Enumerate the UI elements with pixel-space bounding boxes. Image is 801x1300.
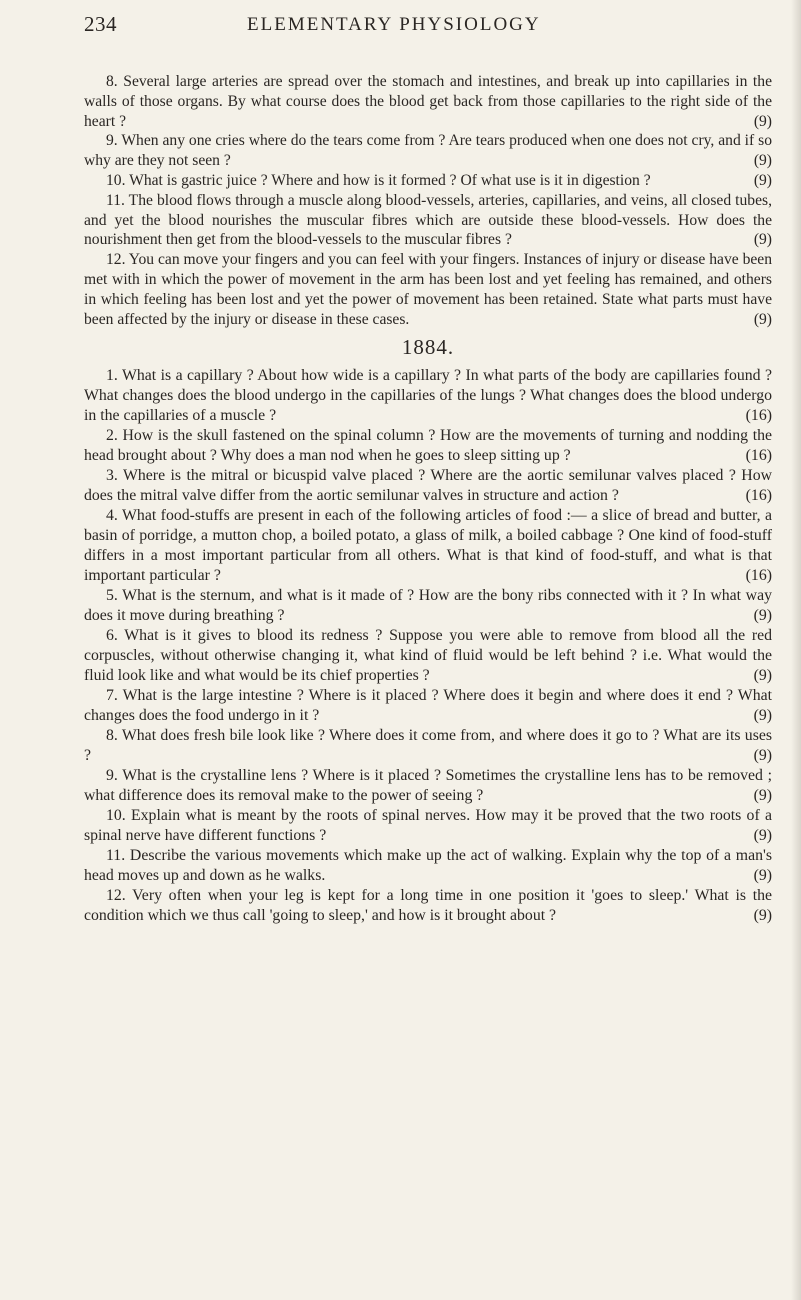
question-marks: (9)	[753, 607, 772, 625]
question-item	[84, 191, 772, 250]
question-item	[84, 626, 772, 686]
question-text: 9. What is the crystalline lens ? Where is it placed ? Sometimes the crystalline lens has to be removed ; what difference does its removal make to the power of seeing ?	[84, 767, 772, 805]
question-marks: (16)	[745, 567, 772, 585]
question-text: 10. Explain what is meant by the roots of spinal nerves. How may it be proved that the two roots of a spinal nerve have different functions ?	[84, 807, 772, 845]
question-marks: (16)	[745, 407, 772, 425]
question-marks: (9)	[753, 310, 772, 328]
question-text: 7. What is the large intestine ? Where is it placed ? Where does it begin and where does it end ? What changes does the food undergo in it ?	[84, 687, 772, 725]
question-marks: (9)	[753, 152, 772, 170]
question-marks: (9)	[753, 171, 772, 189]
question-item	[84, 686, 772, 726]
questions-section-continued	[84, 72, 772, 329]
questions-section-1884	[84, 366, 772, 926]
question-text: 12. You can move your fingers and you can feel with your fingers. Instances of injury or disease have been met with in which the power of movement in the arm has been lost and yet feeling has remained, and others in which feeling has been lost and yet the power of movement has been retained. State what parts must have been affected by the injury or disease in these cases.	[84, 251, 773, 328]
question-marks: (9)	[753, 707, 772, 725]
question-text: 11. The blood flows through a muscle along blood-vessels, arteries, capillaries, and veins, all closed tubes, and yet the blood nourishes the muscular fibres which are outside these blood-vessels. How does the nourishment then get from the blood-vessels to the muscular fibres ?	[84, 191, 772, 249]
question-item	[84, 586, 772, 626]
question-marks: (9)	[753, 747, 772, 765]
question-item	[84, 131, 772, 171]
question-text: 12. Very often when your leg is kept for a long time in one position it 'goes to sleep.' What is the condition which we thus call 'going to sleep,' and how is it brought about ?	[84, 887, 772, 925]
question-item	[84, 886, 772, 926]
question-text: 9. When any one cries where do the tears come from ? Are tears produced when one does not cry, and if so why are they not seen ?	[84, 132, 772, 170]
question-item	[84, 846, 772, 886]
question-item	[84, 506, 772, 586]
question-marks: (9)	[753, 112, 772, 130]
question-text: 11. Describe the various movements which make up the act of walking. Explain why the top of a man's head moves up and down as he walks.	[84, 847, 772, 885]
question-item	[84, 426, 772, 466]
question-marks: (9)	[753, 231, 772, 249]
page-content	[84, 72, 772, 926]
question-text: 4. What food-stuffs are present in each of the following articles of food :— a slice of bread and butter, a basin of porridge, a mutton chop, a boiled potato, a glass of milk, a boiled cabbage ? One kind of food-stuff differs in a most important particular from all others. What is that kind of food-stuff, and what is that important particular ?	[84, 507, 772, 585]
question-text: 8. What does fresh bile look like ? Where does it come from, and where does it go to ? What are its uses ?	[84, 727, 772, 765]
page-header	[0, 12, 801, 42]
page-number: 234	[84, 12, 117, 36]
running-title: ELEMENTARY PHYSIOLOGY	[247, 14, 541, 35]
year-heading: 1884.	[401, 335, 455, 360]
question-text: 5. What is the sternum, and what is it made of ? How are the bony ribs connected with it ? In what way does it move during breathing ?	[84, 587, 772, 625]
question-item	[84, 72, 772, 131]
question-item	[84, 366, 772, 426]
question-item	[84, 171, 772, 191]
question-marks: (9)	[753, 667, 772, 685]
question-text: 2. How is the skull fastened on the spinal column ? How are the movements of turning and nodding the head brought about ? Why does a man nod when he goes to sleep sitting up ?	[84, 427, 772, 465]
question-text: 10. What is gastric juice ? Where and how is it formed ? Of what use is it in digestion ?	[106, 171, 651, 189]
question-marks: (16)	[745, 447, 772, 465]
question-text: 1. What is a capillary ? About how wide is a capillary ? In what parts of the body are capillaries found ? What changes does the blood undergo in the capillaries of the lungs ? What changes does the blood undergo in the capillaries of a muscle ?	[84, 367, 772, 425]
question-marks: (9)	[753, 787, 772, 805]
question-text: 8. Several large arteries are spread over the stomach and intestines, and break up into capillaries in the walls of those organs. By what course does the blood get back from those capillaries to the right side of the heart ?	[84, 73, 772, 130]
question-marks: (9)	[753, 907, 772, 925]
question-marks: (16)	[745, 487, 772, 505]
question-item	[84, 766, 772, 806]
question-text: 6. What is it gives to blood its redness ? Suppose you were able to remove from blood all the red corpuscles, without otherwise changing it, what kind of fluid would be left behind ? i.e. What would the fluid look like and what would be its chief properties ?	[84, 627, 772, 685]
question-item	[84, 466, 772, 506]
question-item	[84, 726, 772, 766]
page-edge-shadow	[791, 0, 801, 1300]
question-item	[84, 250, 772, 329]
question-marks: (9)	[753, 867, 772, 885]
question-item	[84, 806, 772, 846]
question-text: 3. Where is the mitral or bicuspid valve placed ? Where are the aortic semilunar valves placed ? How does the mitral valve differ from the aortic semilunar valves in structure and action ?	[84, 467, 772, 505]
question-marks: (9)	[753, 827, 772, 845]
